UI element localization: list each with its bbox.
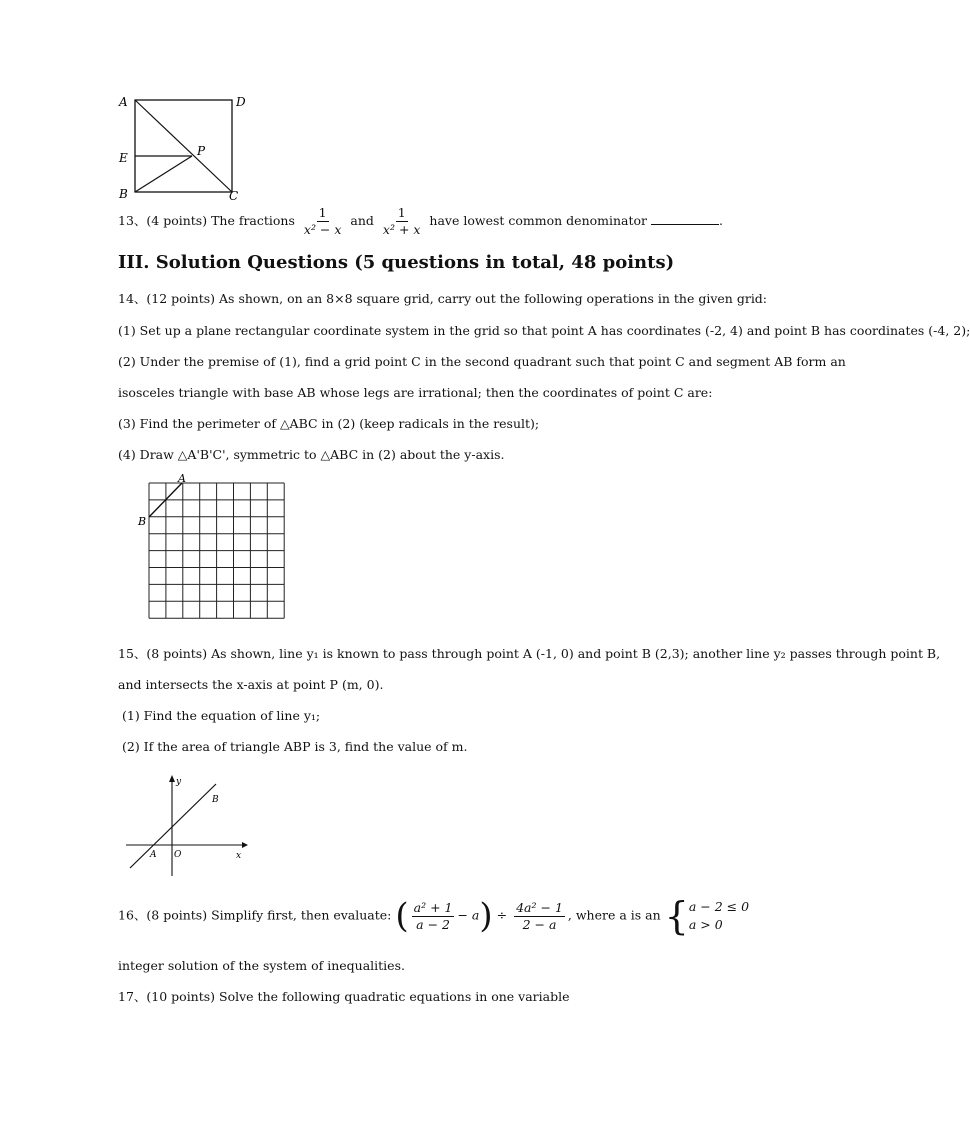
q13-end: . [719,213,723,228]
label-e: E [119,151,128,165]
grid-label-b: B [138,515,147,528]
q13-fraction-2 [381,205,423,238]
y-axis-arrow [169,775,175,782]
q14-part-2b: isosceles triangle with base AB whose legs are irrational; then the coordinates of point C are: [118,385,713,400]
inequality-system [689,898,749,934]
q13-frac1-num: 1 [318,205,327,220]
question-13 [118,205,723,238]
q13-frac2-num: 1 [397,205,406,220]
question-16 [118,894,750,938]
left-paren: ( [395,896,409,936]
q13-suffix: have lowest common denominator [429,213,648,228]
q16-sys-1: a − 2 ≤ 0 [688,899,750,914]
label-b: B [119,187,128,201]
q16-sys-2: a > 0 [688,917,723,932]
origin-label: O [174,850,182,860]
q16-minus-a: − a [457,907,480,923]
q16-t2-num: 4a² − 1 [516,899,563,915]
q13-conj: and [350,213,374,228]
label-c: C [229,189,239,203]
grid-8x8-figure [132,470,292,628]
label-d: D [236,95,246,109]
grid-lines [149,483,284,618]
grid-label-a: A [178,472,186,485]
section-3-title: III. Solution Questions (5 questions in total, 48 points) [118,252,675,273]
answer-blank [651,210,719,225]
q14-part-1: (1) Set up a plane rectangular coordinate system in the grid so that point A has coordinates (-2, 4) and point B has coordinates (-4, 2); [118,323,970,338]
q13-frac2-den: x² + x [382,222,421,237]
q16-t2-den: 2 − a [522,916,557,932]
q16-prefix: 16、(8 points) Simplify first, then evaluate: [118,907,392,923]
right-paren: ) [479,896,493,936]
system-brace: { [664,894,689,938]
question-17: 17、(10 points) Solve the following quadratic equations in one variable [118,989,570,1004]
q13-fraction-1 [302,205,344,238]
square-diagram [115,92,250,202]
point-b-label: B [212,795,219,805]
coordinate-figure [122,772,252,880]
q15-part-2: (2) If the area of triangle ABP is 3, find the value of m. [122,739,468,754]
q14-part-3: (3) Find the perimeter of △ABC in (2) (keep radicals in the result); [118,416,540,431]
q15-part-1: (1) Find the equation of line y₁; [122,708,321,723]
line-y1 [130,784,216,868]
q16-fraction-2 [514,900,565,933]
segment-bp [135,156,192,192]
q16-t1-num: a² + 1 [413,899,453,915]
q16-div: ÷ [496,907,508,923]
x-axis-arrow [242,842,248,848]
q14-intro: 14、(12 points) As shown, on an 8×8 square grid, carry out the following operations in the given grid: [118,291,768,306]
q16-tail: integer solution of the system of inequalities. [118,958,405,973]
diagonal-ac [135,100,232,192]
axis-x-label: x [236,851,242,861]
q15-intro: 15、(8 points) As shown, line y₁ is known to pass through point A (-1, 0) and point B (2,3); another line y₂ passes through point B, [118,646,941,661]
point-a-label: A [150,850,157,860]
q14-part-2a: (2) Under the premise of (1), find a grid point C in the second quadrant such that point C and segment AB form an [118,354,846,369]
label-p: P [197,144,206,158]
q13-frac1-den: x² − x [303,222,342,237]
q16-mid: , where a is an [567,907,661,923]
q16-t1-den: a − 2 [416,916,450,932]
q14-part-4: (4) Draw △A'B'C', symmetric to △ABC in (2) about the y-axis. [118,447,505,462]
q13-prefix: 13、(4 points) The fractions [118,213,295,228]
q15-intro-2: and intersects the x-axis at point P (m, 0). [118,677,384,692]
label-a: A [119,95,128,109]
axis-y-label: y [176,777,182,787]
q16-fraction-1 [412,900,455,933]
